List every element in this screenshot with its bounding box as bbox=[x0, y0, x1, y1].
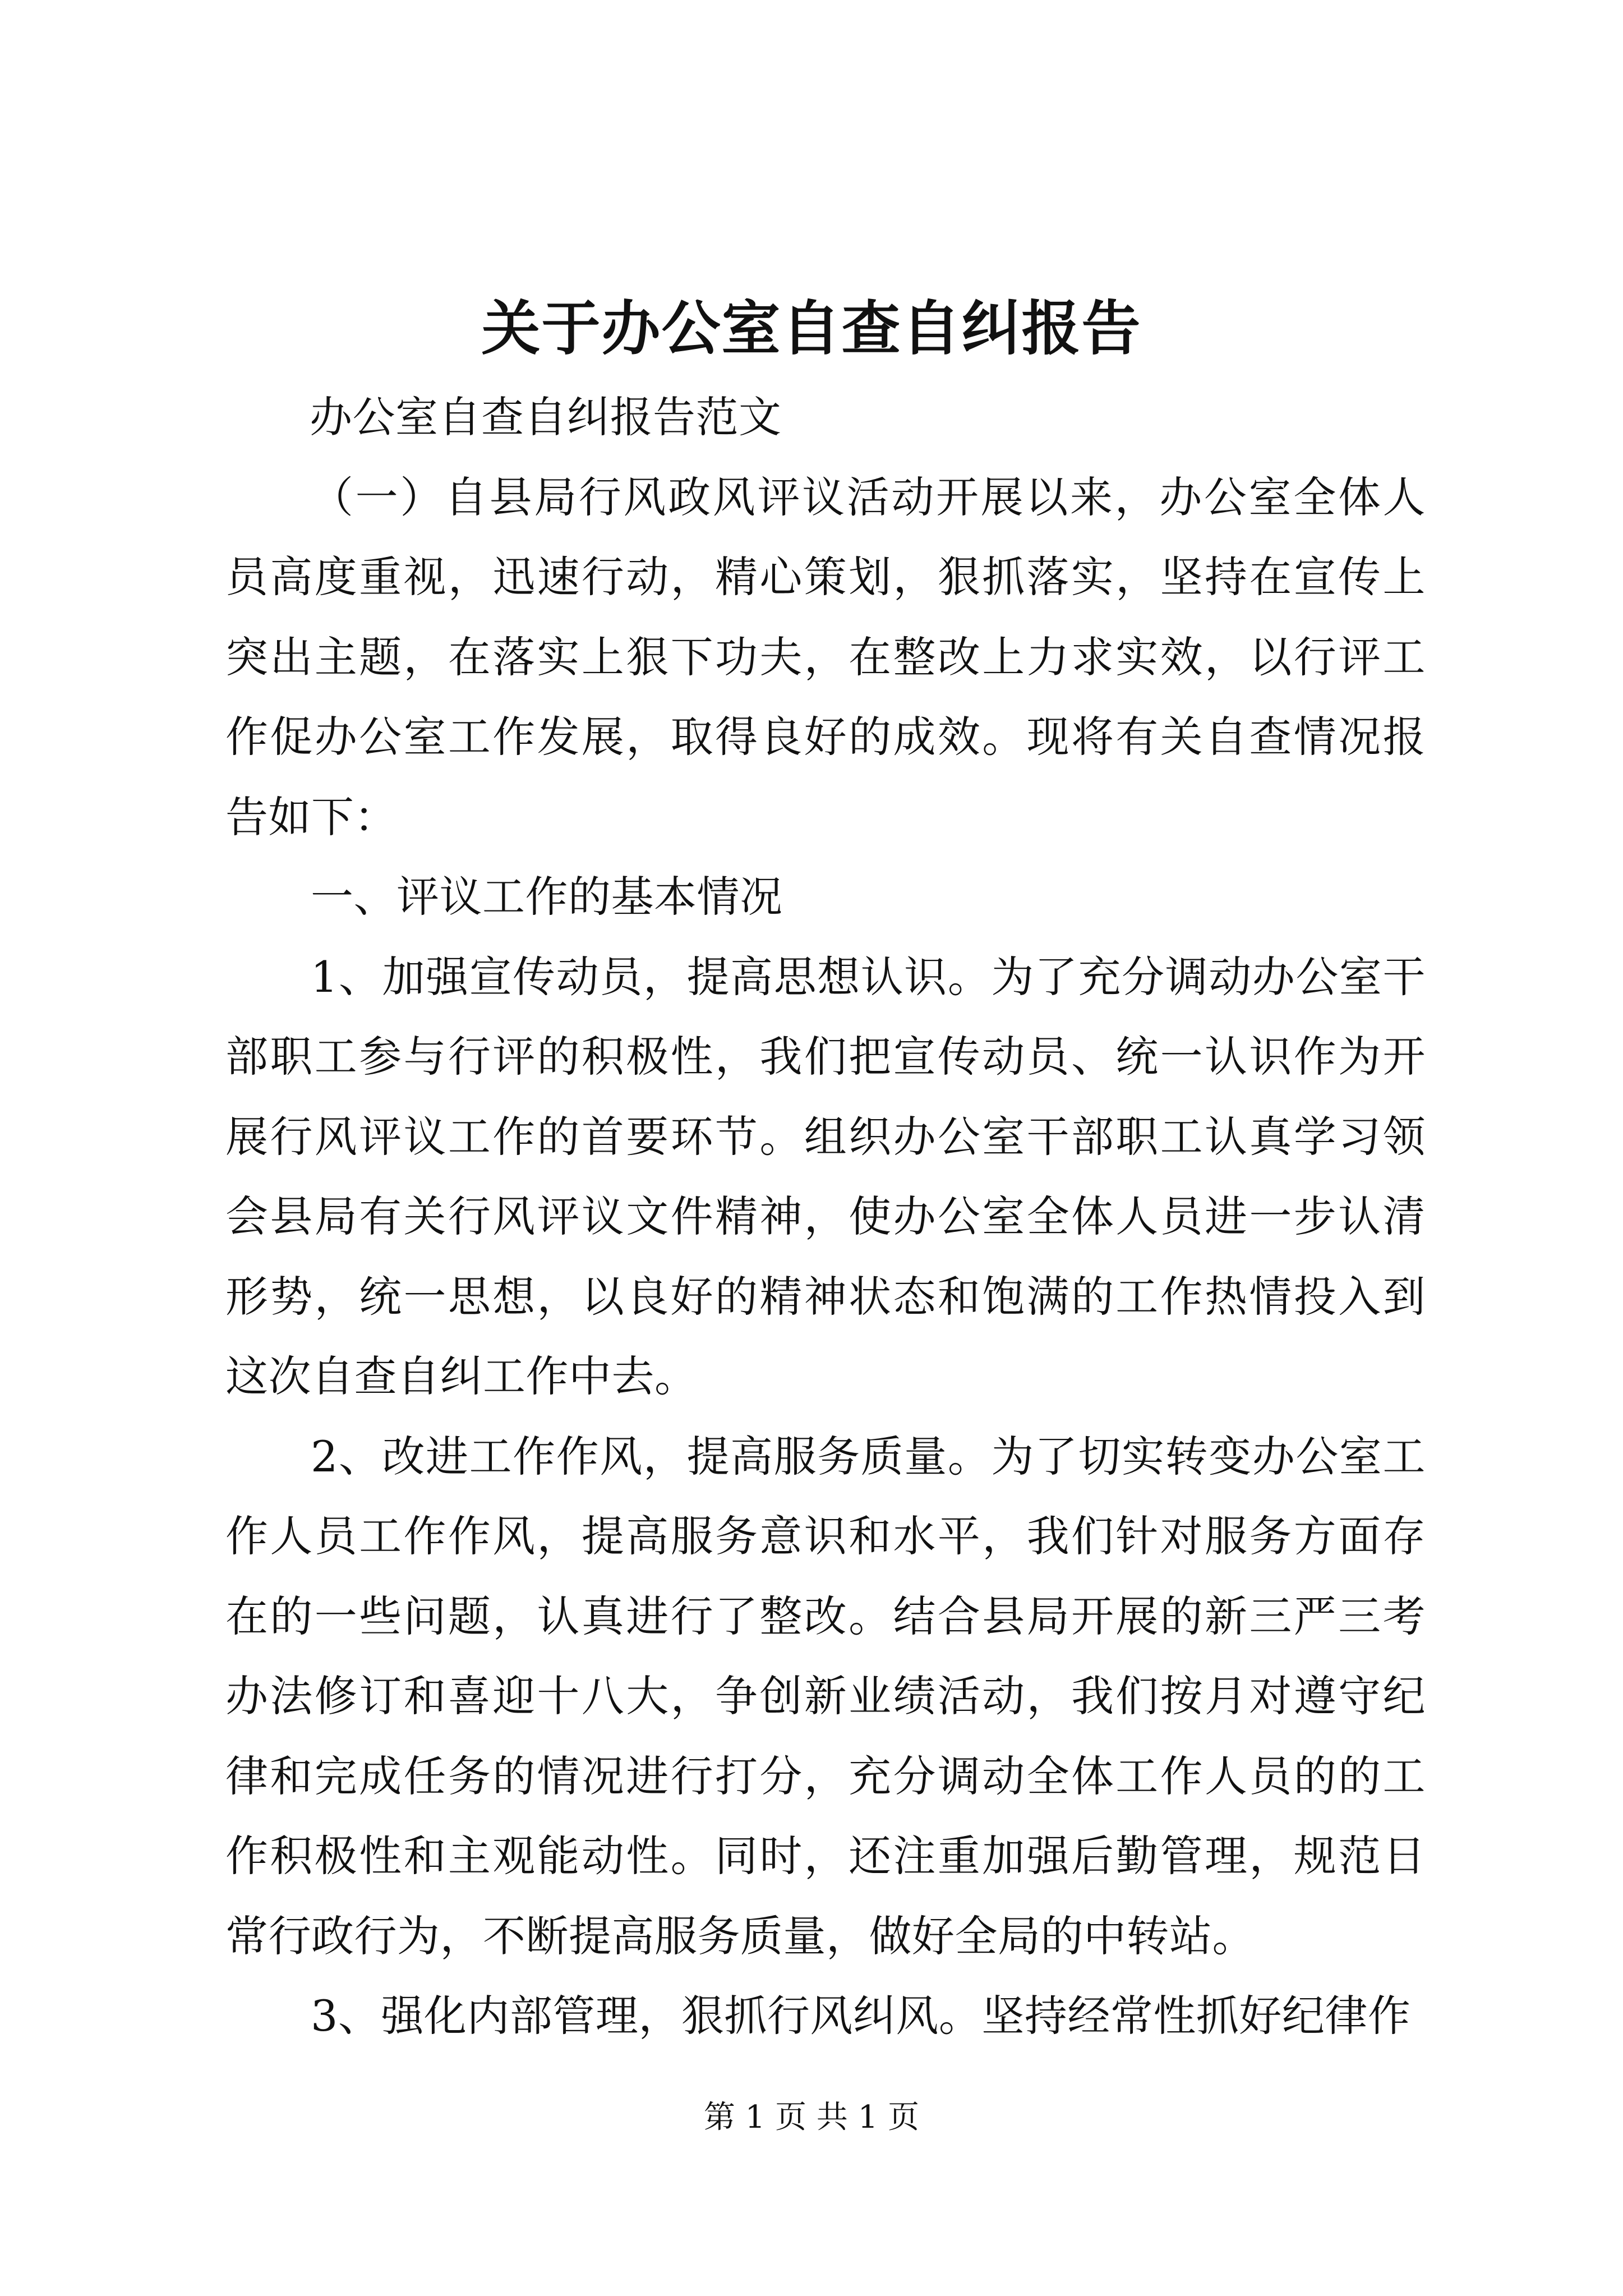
document-title: 关于办公室自查自纠报告 bbox=[481, 293, 1142, 363]
paragraph-subtitle: 办公室自查自纠报告范文 bbox=[310, 392, 782, 442]
paragraph-item-3: 3、强化内部管理，狠抓行风纠风。坚持经常性抓好纪律作 bbox=[311, 1991, 1411, 2041]
paragraph-intro: （一）自县局行风政风评议活动开展以来，办公室全体人员高度重视，迅速行动，精心策划，狠抓落实，坚持在宣传上突出主题，在落实上狠下功夫，在整改上力求实效，以行评工作促办公室工作发展，取得良好的成效。现将有关自查情况报告如下： bbox=[225, 472, 1426, 842]
document-body bbox=[225, 378, 1426, 2056]
paragraph-item-1: 1、加强宣传动员，提高思想认识。为了充分调动办公室干部职工参与行评的积极性，我们把宣传动员、统一认识作为开展行风评议工作的首要环节。组织办公室干部职工认真学习领会县局有关行风评议文件精神，使办公室全体人员进一步认清形势，统一思想，以良好的精神状态和饱满的工作热情投入到这次自查自纠工作中去。 bbox=[225, 951, 1426, 1401]
paragraph-item-2: 2、改进工作作风，提高服务质量。为了切实转变办公室工作人员工作作风，提高服务意识和水平，我们针对服务方面存在的一些问题，认真进行了整改。结合县局开展的新三严三考办法修订和喜迎十八大，争创新业绩活动，我们按月对遵守纪律和完成任务的情况进行打分，充分调动全体工作人员的的工作积极性和主观能动性。同时，还注重加强后勤管理，规范日常行政行为，不断提高服务质量，做好全局的中转站。 bbox=[225, 1431, 1426, 1961]
paragraph-section-heading: 一、评议工作的基本情况 bbox=[311, 872, 783, 922]
page-footer: 第 1 页 共 1 页 bbox=[703, 2099, 920, 2136]
